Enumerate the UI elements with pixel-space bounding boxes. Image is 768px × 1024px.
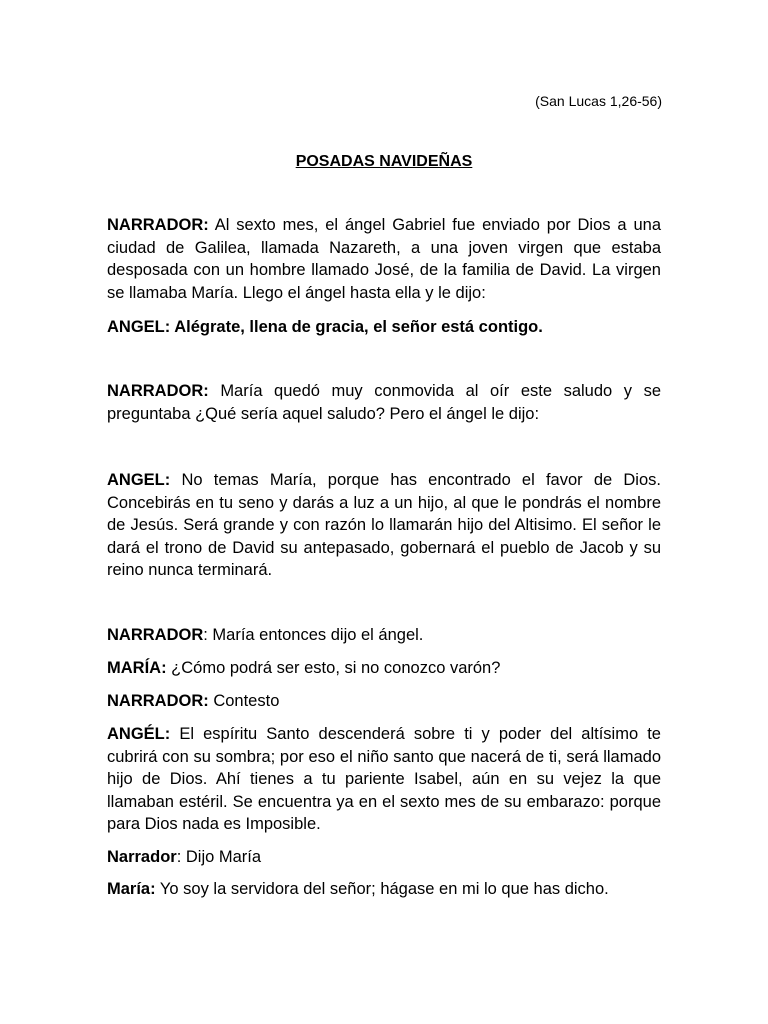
document-title: POSADAS NAVIDEÑAS <box>295 153 473 170</box>
paragraph-maria-1 <box>107 657 661 680</box>
speaker-label: María: <box>107 880 156 898</box>
speaker-label: NARRADOR: <box>107 216 209 234</box>
paragraph-text: : María entonces dijo el ángel. <box>203 626 424 644</box>
paragraph-narrador-3 <box>107 624 661 647</box>
paragraph-narrador-4 <box>107 690 661 713</box>
paragraph-text: María quedó muy conmovida al oír este saludo y se preguntaba ¿Qué sería aquel saludo? Pero el ángel le dijo: <box>107 382 661 423</box>
paragraph-maria-2 <box>107 878 661 901</box>
speaker-label: NARRADOR: <box>107 382 209 400</box>
paragraph-text: Al sexto mes, el ángel Gabriel fue enviado por Dios a una ciudad de Galilea, llamada Nazareth, a una joven virgen que estaba desposada con un hombre llamado José, de la familia de David. La virgen se llamaba María. Llego el ángel hasta ella y le dijo: <box>107 216 661 302</box>
speaker-label: MARÍA: <box>107 659 167 677</box>
bible-reference: (San Lucas 1,26-56) <box>535 93 662 109</box>
speaker-label: Narrador <box>107 848 177 866</box>
paragraph-text: : Dijo María <box>176 848 262 866</box>
paragraph-angel-3 <box>107 723 661 836</box>
paragraph-text: Contesto <box>208 692 280 710</box>
speaker-label: ANGEL: Alégrate, llena de gracia, el señor está contigo. <box>107 318 543 336</box>
paragraph-narrador-5 <box>107 846 661 869</box>
paragraph-angel-2 <box>107 469 661 582</box>
speaker-label: NARRADOR <box>107 626 204 644</box>
paragraph-text: El espíritu Santo descenderá sobre ti y poder del altísimo te cubrirá con su sombra; por eso el niño santo que nacerá de ti, será llamado hijo de Dios. Ahí tienes a tu pariente Isabel, aún en su vejez la que llamaban estéril. Se encuentra ya en el sexto mes de su embarazo: porque para Dios nada es Imposible. <box>107 725 661 834</box>
paragraph-narrador-1 <box>107 214 661 304</box>
paragraph-angel-1 <box>107 316 661 339</box>
paragraph-text: ¿Cómo podrá ser esto, si no conozco varón? <box>166 659 501 677</box>
speaker-label: ANGÉL: <box>107 725 171 743</box>
paragraph-text: No temas María, porque has encontrado el favor de Dios. Concebirás en tu seno y darás a luz a un hijo, al que le pondrás el nombre de Jesús. Será grande y con razón lo llamarán hijo del Altisimo. El señor le dará el trono de David su antepasado, gobernará el pueblo de Jacob y su reino nunca terminará. <box>107 471 661 580</box>
speaker-label: NARRADOR: <box>107 692 209 710</box>
speaker-label: ANGEL: <box>107 471 171 489</box>
paragraph-narrador-2 <box>107 380 661 425</box>
paragraph-text: Yo soy la servidora del señor; hágase en mi lo que has dicho. <box>155 880 609 898</box>
